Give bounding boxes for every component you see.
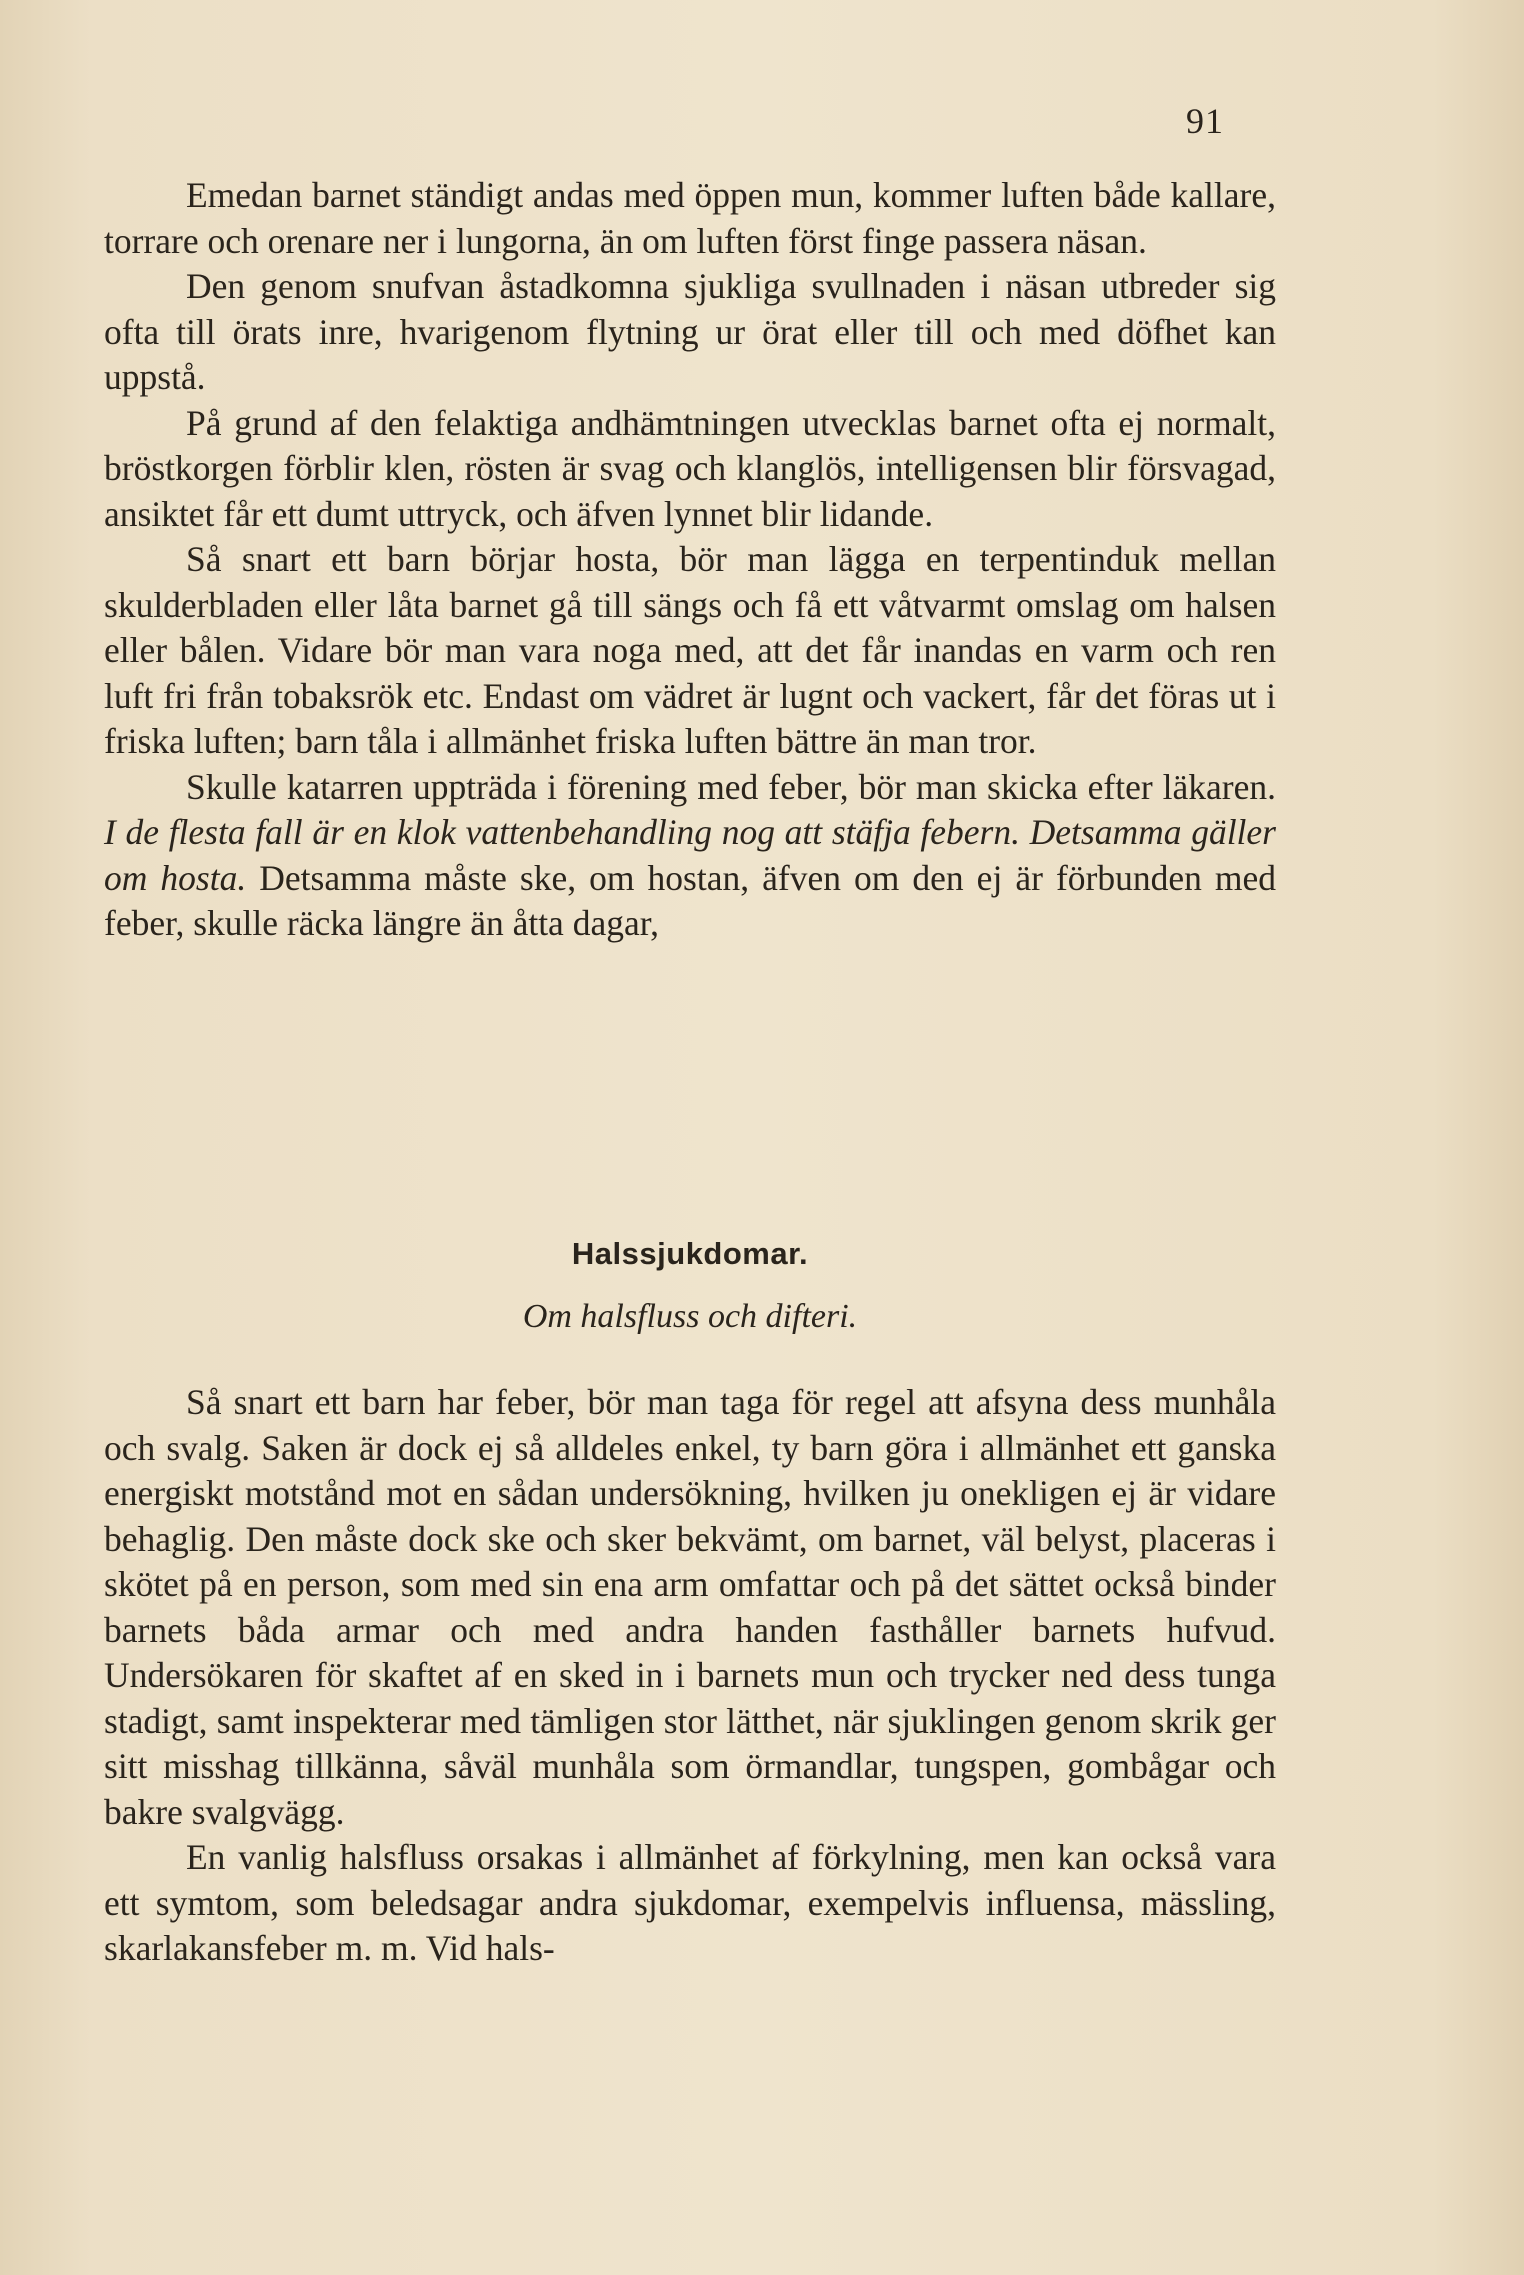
paragraph-text: Skulle katarren uppträda i förening med feber, bör man skicka efter läkaren. bbox=[186, 766, 1276, 807]
paragraph bbox=[104, 765, 1276, 947]
section-heading: Halssjukdomar. bbox=[571, 1236, 809, 1271]
text-section-throat bbox=[104, 1380, 1276, 1972]
paragraph: Så snart ett barn börjar hosta, bör man lägga en terpentinduk mellan skulderbladen eller låta barnet gå till sängs och få ett våtvarmt omslag om halsen eller bålen. Vidare bör man vara noga med, att det får inandas en varm och ren luft fri från tobaksrök etc. Endast om vädret är lugnt och vackert, får det föras ut i friska luften; barn tåla i allmänhet friska luften bättre än man tror. bbox=[104, 539, 1276, 761]
paragraph: Så snart ett barn har feber, bör man taga för regel att afsyna dess munhåla och svalg. Saken är dock ej så alldeles enkel, ty barn göra i allmänhet ett ganska energiskt motstånd mot en sådan undersökning, hvilken ju onekligen ej är vidare behaglig. Den måste dock ske och sker bekvämt, om barnet, väl belyst, placeras i skötet på en person, som med sin ena arm omfattar och på det sättet också binder barnets båda armar och med andra handen fasthåller barnets hufvud. Undersökaren för skaftet af en sked in i barnets mun och trycker ned dess tunga stadigt, samt inspekterar med tämligen stor lätthet, när sjuklingen genom skrik ger sitt misshag tillkänna, såväl munhåla som örmandlar, tungspen, gombågar och bakre svalgvägg. bbox=[104, 1382, 1276, 1832]
italic-advice: I de flesta fall är en klok vattenbehandling nog att stäfja febern. Detsamma gäller om hosta. bbox=[104, 812, 1276, 898]
paragraph: På grund af den felaktiga andhämtningen utvecklas barnet ofta ej normalt, bröstkorgen förblir klen, rösten är svag och klanglös, intelligensen blir försvagad, ansiktet får ett dumt uttryck, och äfven lynnet blir lidande. bbox=[104, 402, 1276, 534]
paragraph: En vanlig halsfluss orsakas i allmänhet af förkylning, men kan också vara ett symtom, som beledsagar andra sjukdomar, exempelvis influensa, mässling, skarlakansfeber m. m. Vid hals- bbox=[104, 1837, 1276, 1968]
page-number: 91 bbox=[1186, 101, 1224, 141]
section-subheading: Om halsfluss och difteri. bbox=[522, 1298, 858, 1335]
paragraph-text: Detsamma måste ske, om hostan, äfven om den ej är förbunden med feber, skulle räcka längre än åtta dagar, bbox=[104, 857, 1276, 943]
paragraph: Emedan barnet ständigt andas med öppen mun, kommer luften både kallare, torrare och orenare ner i lungorna, än om luften först finge passera näsan. bbox=[104, 175, 1276, 261]
text-section-catarrh bbox=[104, 173, 1276, 947]
paragraph: Den genom snufvan åstadkomna sjukliga svullnaden i näsan utbreder sig ofta till örats inre, hvarigenom flytning ur örat eller till och med döfhet kan uppstå. bbox=[104, 266, 1276, 397]
